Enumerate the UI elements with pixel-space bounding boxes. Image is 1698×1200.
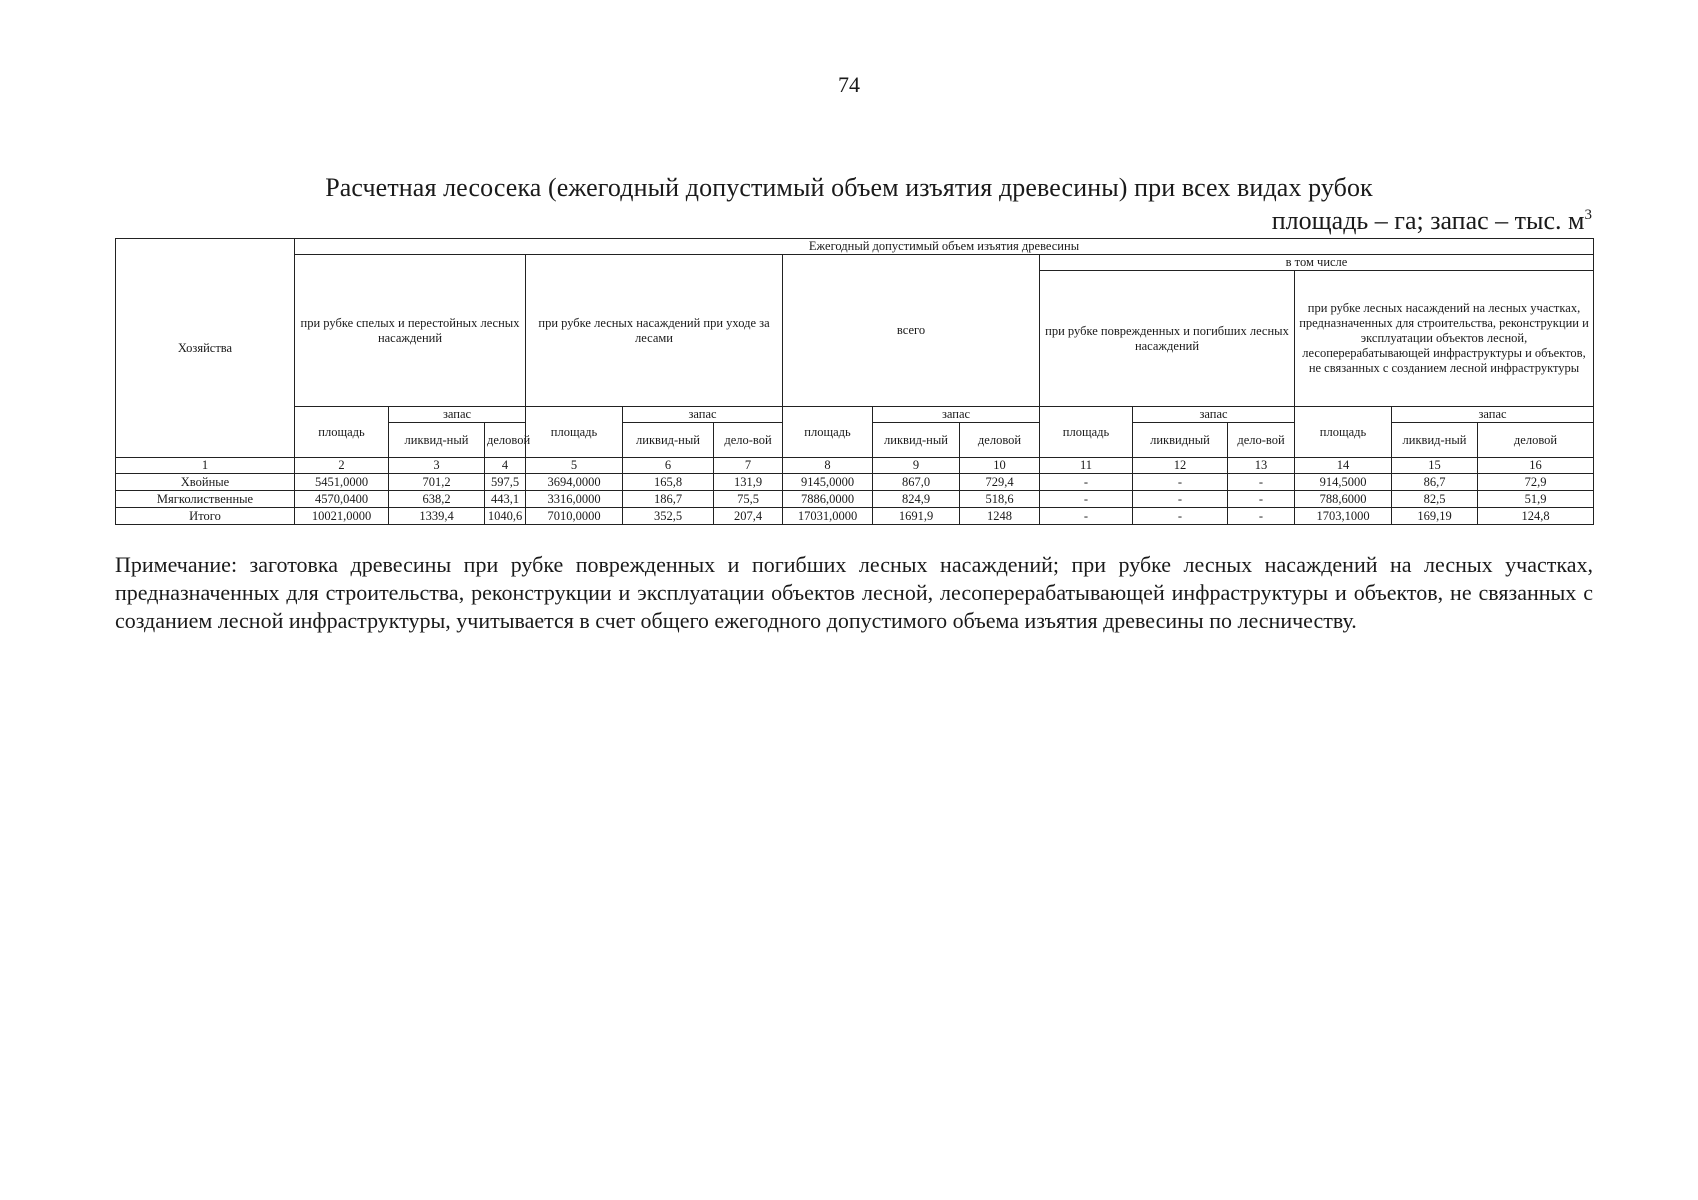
table-cell: 17031,0000: [783, 508, 873, 525]
table-cell: 9145,0000: [783, 474, 873, 491]
group-header-care: при рубке лесных насаждений при уходе за лесами: [526, 255, 783, 407]
column-number: 11: [1040, 458, 1133, 474]
stock-header: запас: [623, 407, 783, 423]
stock-header: запас: [873, 407, 1040, 423]
table-cell: -: [1040, 491, 1133, 508]
table-cell: -: [1040, 474, 1133, 491]
area-header: площадь: [295, 407, 389, 458]
table-cell: 1339,4: [389, 508, 485, 525]
column-number: 13: [1228, 458, 1295, 474]
stock-header: запас: [1392, 407, 1594, 423]
column-number: 12: [1133, 458, 1228, 474]
column-number: 7: [714, 458, 783, 474]
group-header-total: всего: [783, 255, 1040, 407]
table-cell: 165,8: [623, 474, 714, 491]
table-cell: 10021,0000: [295, 508, 389, 525]
main-header: Ежегодный допустимый объем изъятия древесины: [295, 239, 1594, 255]
commercial-header: дело-вой: [1228, 423, 1295, 458]
table-cell: 518,6: [960, 491, 1040, 508]
area-header: площадь: [783, 407, 873, 458]
column-number-row: [116, 458, 1594, 474]
table-cell: 443,1: [485, 491, 526, 508]
table-cell: 1248: [960, 508, 1040, 525]
table-cell: 169,19: [1392, 508, 1478, 525]
column-number: 5: [526, 458, 623, 474]
column-number: 1: [116, 458, 295, 474]
table-cell: 51,9: [1478, 491, 1594, 508]
units-text: площадь – га; запас – тыс. м: [1271, 206, 1585, 235]
commercial-header: деловой: [960, 423, 1040, 458]
table-cell: 701,2: [389, 474, 485, 491]
liquid-header: ликвидный: [1133, 423, 1228, 458]
stock-header: запас: [1133, 407, 1295, 423]
table-cell: 597,5: [485, 474, 526, 491]
table-cell: 186,7: [623, 491, 714, 508]
table-cell: 75,5: [714, 491, 783, 508]
footnote: Примечание: заготовка древесины при рубке поврежденных и погибших лесных насаждений; при рубке лесных насаждений на лесных участках, предназначенных для строительства, реконструкции и эксплуатации объектов лесной, лесоперерабатывающей инфраструктуры и объектов, не связанных с созданием лесной инфраструктуры, учитывается в счет общего ежегодного допустимого объема изъятия древесины по лесничеству.: [115, 552, 1593, 633]
column-number: 16: [1478, 458, 1594, 474]
table-cell: 352,5: [623, 508, 714, 525]
liquid-header: ликвид-ный: [873, 423, 960, 458]
column-number: 2: [295, 458, 389, 474]
header-row-4: [116, 407, 1594, 423]
header-row-1: [116, 239, 1594, 255]
table-cell: 914,5000: [1295, 474, 1392, 491]
commercial-header: деловой: [1478, 423, 1594, 458]
table-cell: Итого: [116, 508, 295, 525]
table-cell: 3316,0000: [526, 491, 623, 508]
group-header-damaged: при рубке поврежденных и погибших лесных насаждений: [1040, 271, 1295, 407]
units-superscript: 3: [1584, 207, 1592, 223]
table-cell: 7886,0000: [783, 491, 873, 508]
table-cell: 131,9: [714, 474, 783, 491]
table-cell: 207,4: [714, 508, 783, 525]
including-header: в том числе: [1040, 255, 1594, 271]
units-line: [1272, 206, 1592, 236]
table-cell: 5451,0000: [295, 474, 389, 491]
column-number: 10: [960, 458, 1040, 474]
commercial-header: дело-вой: [714, 423, 783, 458]
table-cell: -: [1133, 491, 1228, 508]
column-number: 8: [783, 458, 873, 474]
table-cell: 824,9: [873, 491, 960, 508]
area-header: площадь: [1295, 407, 1392, 458]
farms-header: Хозяйства: [116, 239, 295, 458]
table-cell: -: [1133, 508, 1228, 525]
area-header: площадь: [526, 407, 623, 458]
group-header-infrastructure: при рубке лесных насаждений на лесных участках, предназначенных для строительства, реконструкции и эксплуатации объектов лесной, лесоперерабатывающей инфраструктуры и объектов, не связанных с созданием лесной инфраструктуры: [1295, 271, 1594, 407]
table-cell: 124,8: [1478, 508, 1594, 525]
liquid-header: ликвид-ный: [1392, 423, 1478, 458]
table-cell: -: [1228, 474, 1295, 491]
table-cell: 4570,0400: [295, 491, 389, 508]
column-number: 3: [389, 458, 485, 474]
table-cell: 867,0: [873, 474, 960, 491]
table-row-conifers: [116, 474, 1594, 491]
commercial-header: деловой: [485, 423, 526, 458]
column-number: 4: [485, 458, 526, 474]
column-number: 6: [623, 458, 714, 474]
allowable-cut-table: [115, 238, 1594, 525]
table-cell: 1691,9: [873, 508, 960, 525]
group-header-mature: при рубке спелых и перестойных лесных насаждений: [295, 255, 526, 407]
header-row-2: [116, 255, 1594, 271]
table-cell: 86,7: [1392, 474, 1478, 491]
table-row-softwood: [116, 491, 1594, 508]
table-cell: 638,2: [389, 491, 485, 508]
table-cell: 1703,1000: [1295, 508, 1392, 525]
liquid-header: ликвид-ный: [623, 423, 714, 458]
table-cell: 7010,0000: [526, 508, 623, 525]
column-number: 9: [873, 458, 960, 474]
table-cell: 82,5: [1392, 491, 1478, 508]
column-number: 15: [1392, 458, 1478, 474]
table-cell: Хвойные: [116, 474, 295, 491]
table-cell: 788,6000: [1295, 491, 1392, 508]
page-number: 74: [838, 72, 860, 97]
table-cell: 729,4: [960, 474, 1040, 491]
liquid-header: ликвид-ный: [389, 423, 485, 458]
table-cell: Мягколиственные: [116, 491, 295, 508]
column-number: 14: [1295, 458, 1392, 474]
table-cell: 1040,6: [485, 508, 526, 525]
table-cell: 3694,0000: [526, 474, 623, 491]
table-cell: 72,9: [1478, 474, 1594, 491]
table-cell: -: [1228, 491, 1295, 508]
document-title: Расчетная лесосека (ежегодный допустимый объем изъятия древесины) при всех видах рубок: [325, 173, 1373, 202]
area-header: площадь: [1040, 407, 1133, 458]
stock-header: запас: [389, 407, 526, 423]
table-cell: -: [1228, 508, 1295, 525]
table-row-total: [116, 508, 1594, 525]
table-cell: -: [1133, 474, 1228, 491]
allowable-cut-table-wrapper: [115, 238, 1593, 525]
table-cell: -: [1040, 508, 1133, 525]
